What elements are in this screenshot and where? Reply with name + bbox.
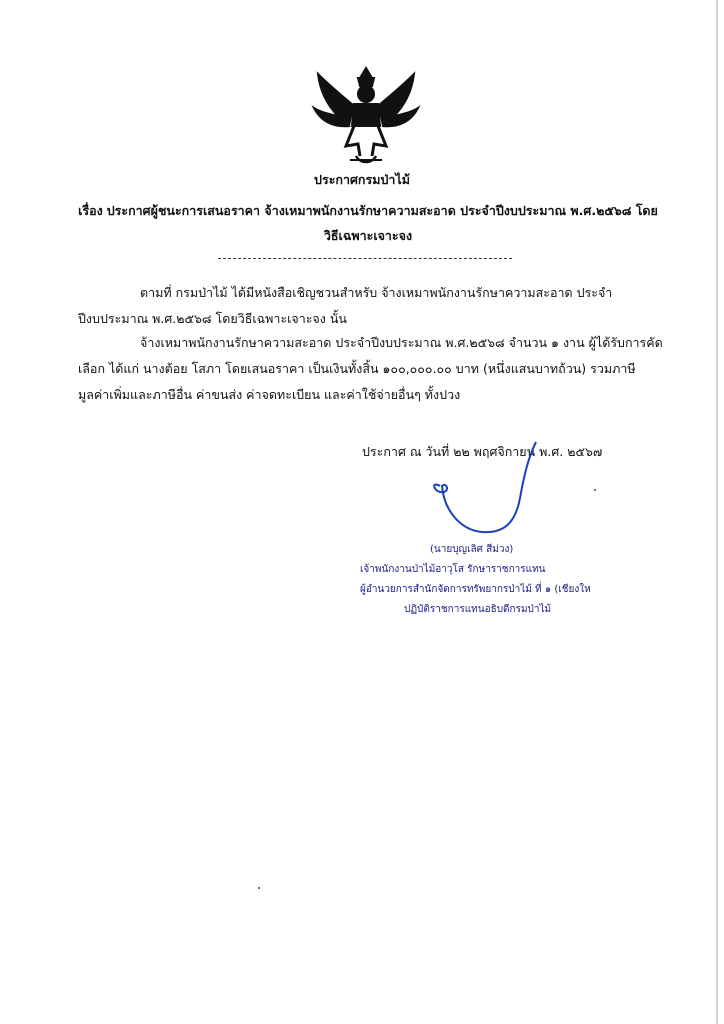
subject-line <box>78 198 658 248</box>
signatory-position: เจ้าพนักงานป่าไม้อาวุโส รักษาราชการแทน <box>360 564 546 575</box>
garuda-emblem-icon <box>310 64 422 168</box>
body-paragraph-1: ตามที่ กรมป่าไม้ ได้มีหนังสือเชิญชวนสำหรับ จ้างเหมาพนักงานรักษาความสะอาด ประจำปีงบประมาณ พ.ศ.๒๕๖๘ โดยวิธีเฉพาะเจาะจง นั้น <box>78 285 613 326</box>
subject-text: ประกาศผู้ชนะการเสนอราคา จ้างเหมาพนักงานรักษาความสะอาด ประจำปีงบประมาณ พ.ศ.๒๕๖๘ โดยวิธีเฉพาะเจาะจง <box>106 203 658 243</box>
scan-speck <box>258 887 260 889</box>
announcement-date: ประกาศ ณ วันที่ ๒๒ พฤศจิกายน พ.ศ. ๒๕๖๗ <box>362 444 603 459</box>
signatory-office: ผู้อำนวยการสำนักจัดการทรัพยากรป่าไม้ ที่ ๑ (เชียงให <box>360 584 591 595</box>
handwritten-signature <box>420 440 570 550</box>
divider-line <box>218 258 512 259</box>
subject-label: เรื่อง <box>78 203 103 218</box>
signatory-on-behalf: ปฏิบัติราชการแทนอธิบดีกรมป่าไม้ <box>404 604 552 615</box>
document-title: ประกาศกรมป่าไม้ <box>314 172 410 187</box>
body-paragraph-2: จ้างเหมาพนักงานรักษาความสะอาด ประจำปีงบประมาณ พ.ศ.๒๕๖๘ จำนวน ๑ งาน ผู้ได้รับการคัดเลือก ได้แก่ นางต้อย โสภา โดยเสนอราคา เป็นเงินทั้งสิ้น ๑๐๐,๐๐๐.๐๐ บาท (หนึ่งแสนบาทถ้วน) รวมภาษีมูลค่าเพิ่มและภาษีอื่น ค่าขนส่ง ค่าจดทะเบียน และค่าใช้จ่ายอื่นๆ ทั้งปวง <box>78 335 663 402</box>
scan-speck <box>594 489 596 491</box>
scan-edge-line <box>716 0 718 1024</box>
signatory-name: (นายบุญเลิศ สีม่วง) <box>430 544 514 555</box>
